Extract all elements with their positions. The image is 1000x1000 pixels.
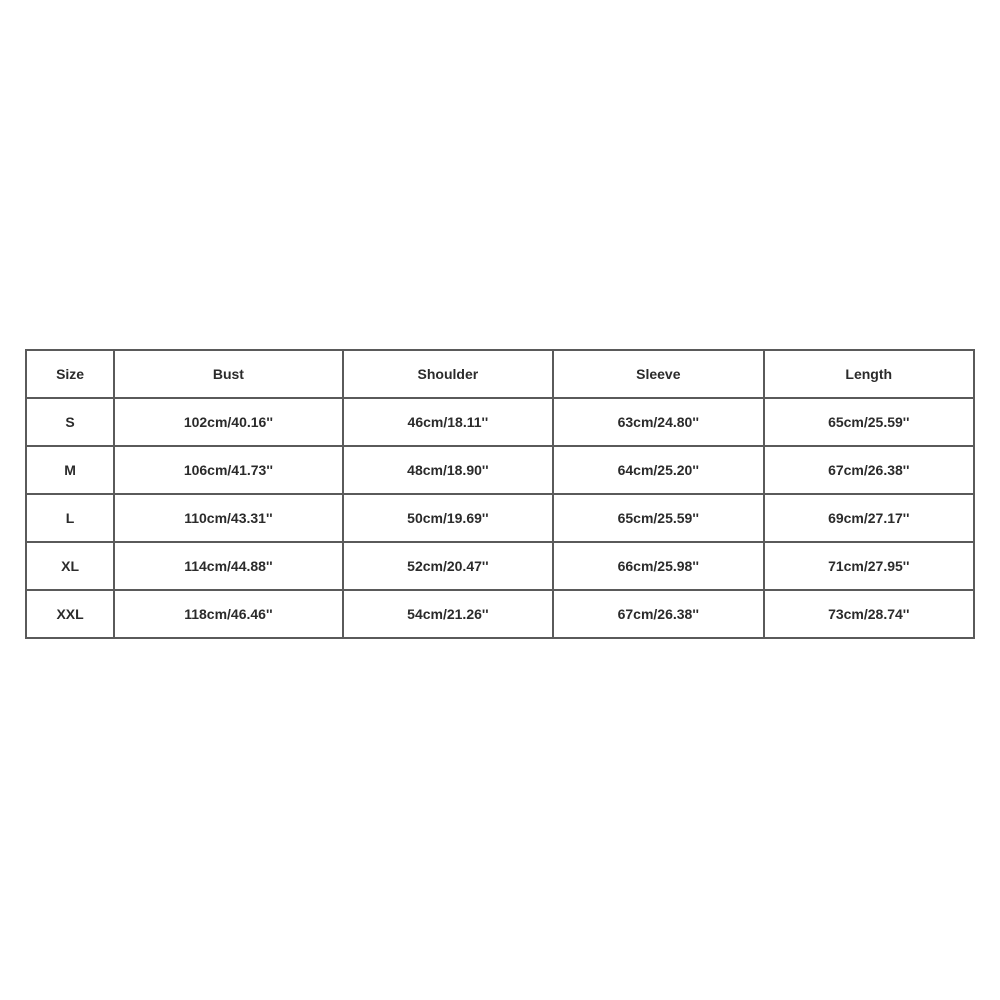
size-cell: XL <box>26 542 114 590</box>
table-row <box>26 398 974 446</box>
length-cell: 65cm/25.59'' <box>764 398 974 446</box>
size-cell: XXL <box>26 590 114 638</box>
sleeve-cell: 63cm/24.80'' <box>553 398 763 446</box>
size-cell: L <box>26 494 114 542</box>
shoulder-cell: 54cm/21.26'' <box>343 590 553 638</box>
table-row <box>26 446 974 494</box>
header-bust: Bust <box>114 350 342 398</box>
bust-cell: 106cm/41.73'' <box>114 446 342 494</box>
header-length: Length <box>764 350 974 398</box>
sleeve-cell: 66cm/25.98'' <box>553 542 763 590</box>
length-cell: 67cm/26.38'' <box>764 446 974 494</box>
sleeve-cell: 67cm/26.38'' <box>553 590 763 638</box>
table-row <box>26 494 974 542</box>
size-cell: S <box>26 398 114 446</box>
size-chart-table <box>25 349 975 639</box>
size-cell: M <box>26 446 114 494</box>
length-cell: 69cm/27.17'' <box>764 494 974 542</box>
length-cell: 73cm/28.74'' <box>764 590 974 638</box>
sleeve-cell: 65cm/25.59'' <box>553 494 763 542</box>
shoulder-cell: 52cm/20.47'' <box>343 542 553 590</box>
length-cell: 71cm/27.95'' <box>764 542 974 590</box>
sleeve-cell: 64cm/25.20'' <box>553 446 763 494</box>
bust-cell: 114cm/44.88'' <box>114 542 342 590</box>
table-row <box>26 542 974 590</box>
header-sleeve: Sleeve <box>553 350 763 398</box>
header-size: Size <box>26 350 114 398</box>
table-row <box>26 590 974 638</box>
shoulder-cell: 48cm/18.90'' <box>343 446 553 494</box>
bust-cell: 118cm/46.46'' <box>114 590 342 638</box>
table-header-row <box>26 350 974 398</box>
shoulder-cell: 50cm/19.69'' <box>343 494 553 542</box>
header-shoulder: Shoulder <box>343 350 553 398</box>
shoulder-cell: 46cm/18.11'' <box>343 398 553 446</box>
bust-cell: 110cm/43.31'' <box>114 494 342 542</box>
bust-cell: 102cm/40.16'' <box>114 398 342 446</box>
